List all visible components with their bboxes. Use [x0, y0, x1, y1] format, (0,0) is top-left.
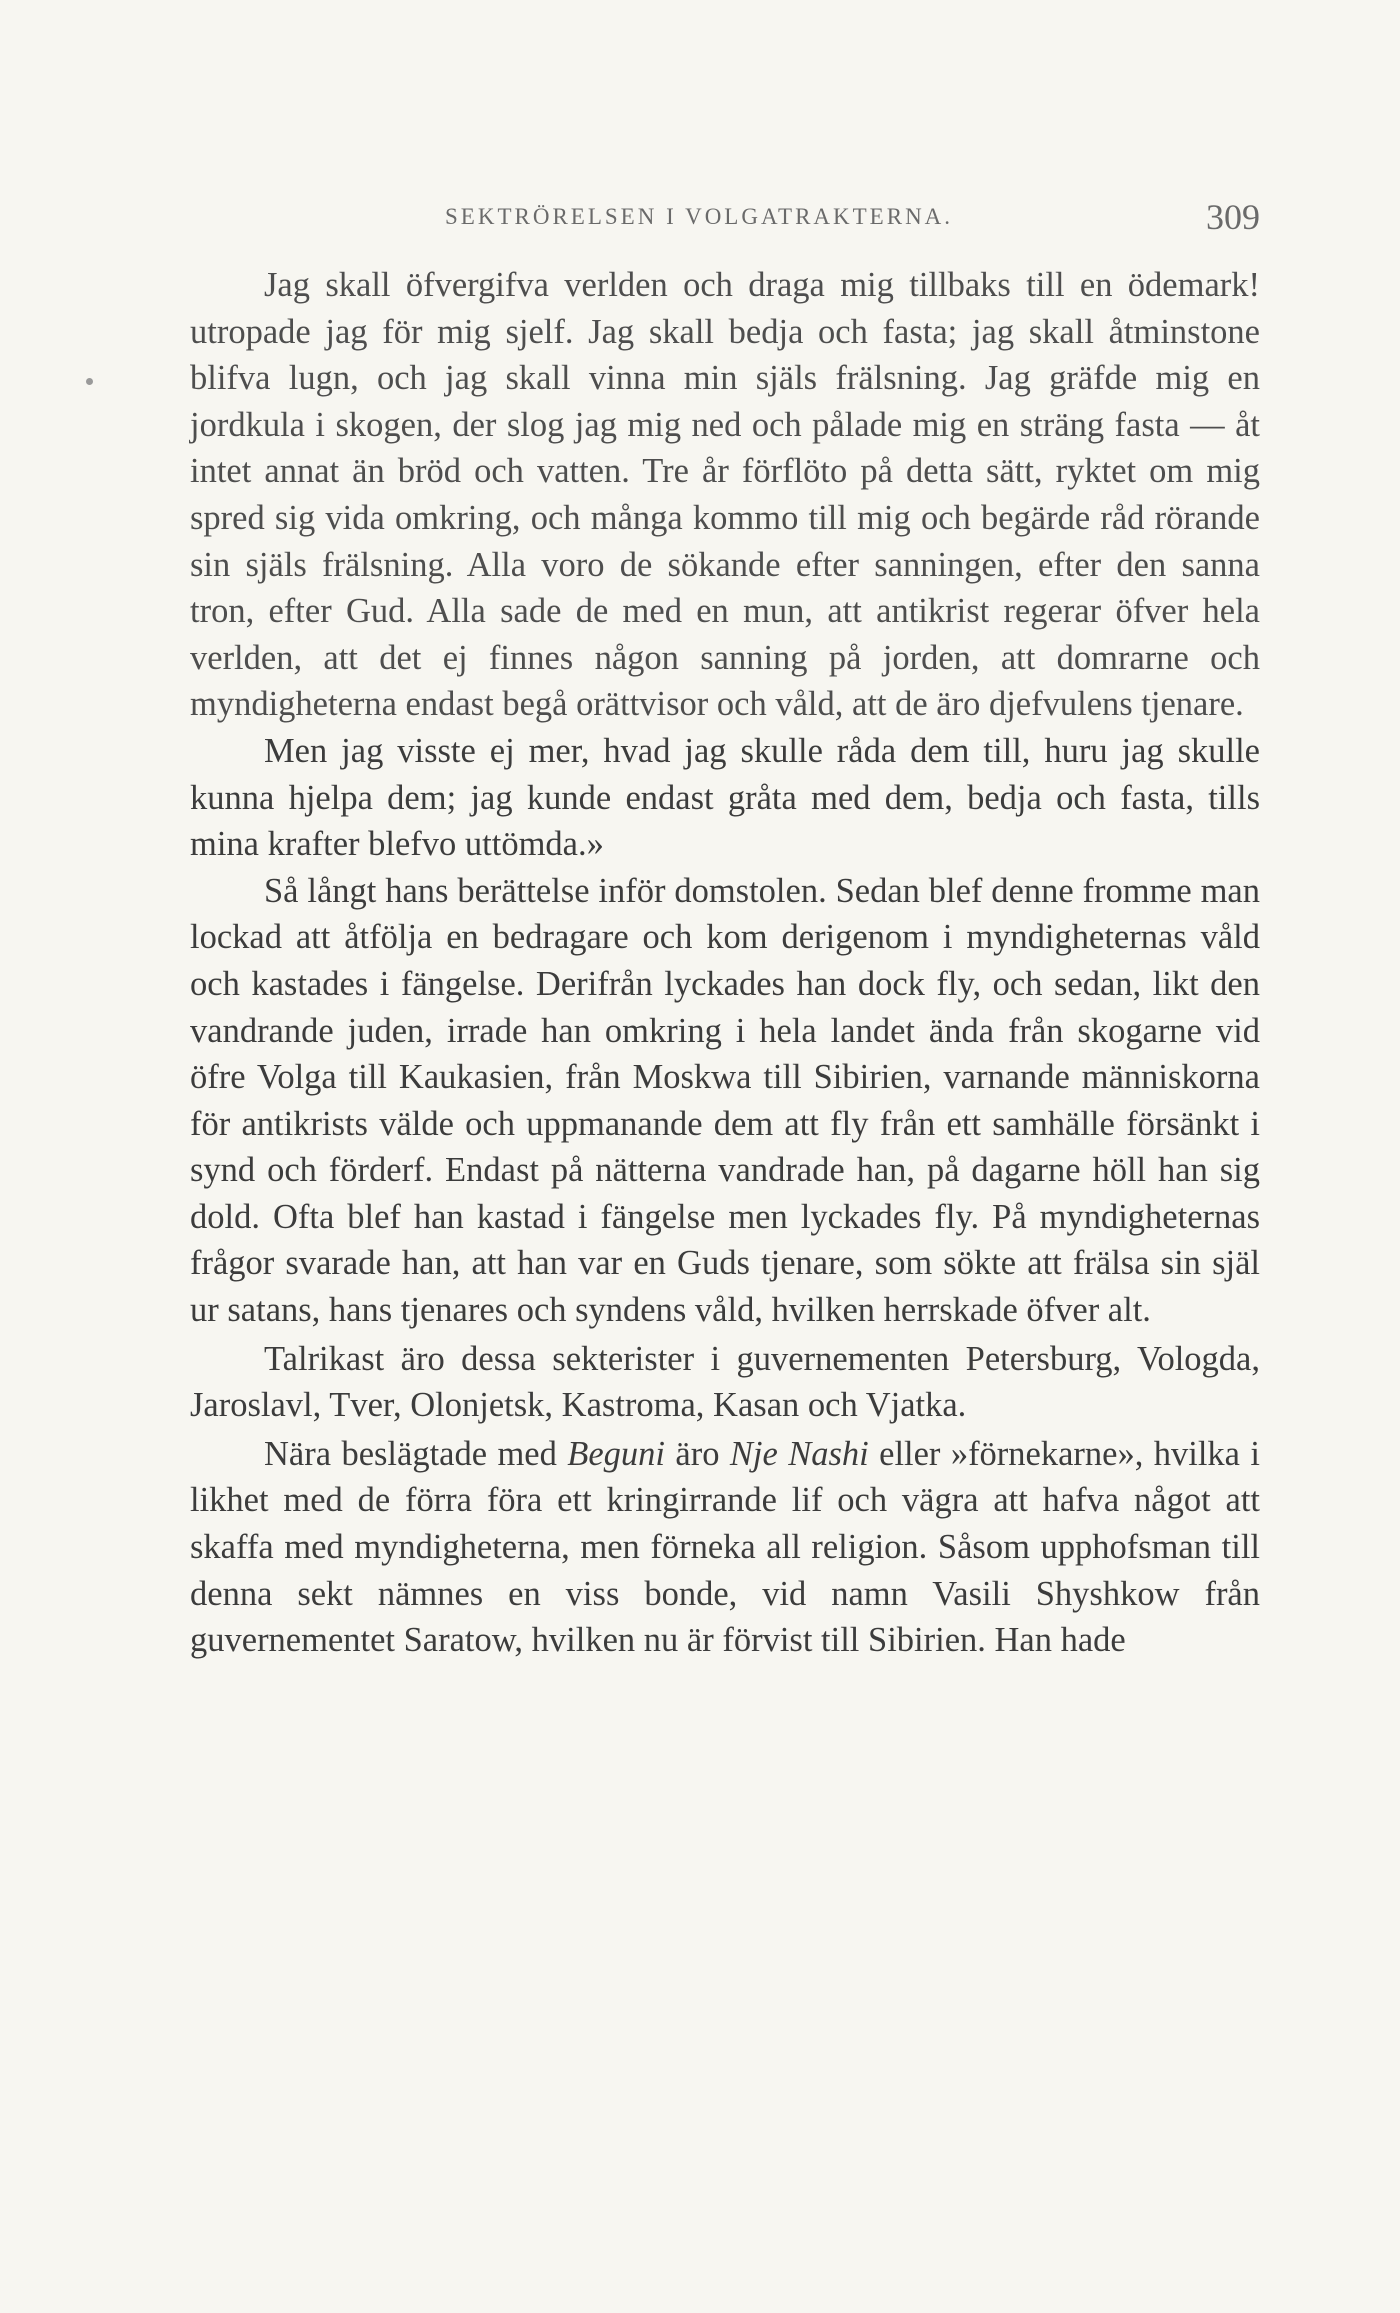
- paragraph-5-text-b: äro: [665, 1434, 730, 1473]
- body-text: [190, 262, 1260, 1664]
- paragraph-3: Så långt hans berättelse inför domstolen. Sedan blef denne fromme man lockad att åtfölja en bedragare och kom derigenom i myndigheternas våld och kastades i fängelse. Derifrån lyckades han dock fly, och sedan, likt den vandrande juden, irrade han omkring i hela landet ända från skogarne vid öfre Volga till Kaukasien, från Moskwa till Sibirien, varnande människorna för antikrists välde och uppmanande dem att fly från ett samhälle försänkt i synd och förderf. Endast på nätterna vandrade han, på dagarne höll han sig dold. Ofta blef han kastad i fängelse men lyckades fly. På myndigheternas frågor svarade han, att han var en Guds tjenare, som sökte att frälsa sin själ ur satans, hans tjenares och syndens våld, hvilken herrskade öfver alt.: [190, 871, 1260, 1330]
- paragraph-2: Men jag visste ej mer, hvad jag skulle råda dem till, huru jag skulle kunna hjelpa dem; jag kunde endast gråta med dem, bedja och fasta, tills mina krafter blefvo uttömda.»: [190, 731, 1260, 864]
- running-head: [190, 197, 1260, 240]
- paragraph-5-text-a: Nära beslägtade med: [264, 1434, 568, 1473]
- term-nje-nashi: Nje Nashi: [729, 1434, 869, 1473]
- term-beguni: Beguni: [567, 1434, 665, 1473]
- paragraph-1: Jag skall öfvergifva verlden och draga mig tillbaks till en ödemark! utropade jag för mig sjelf. Jag skall bedja och fasta; jag skall åtminstone blifva lugn, och jag skall vinna min själs frälsning. Jag gräfde mig en jordkula i skogen, der slog jag mig ned och pålade mig en sträng fasta — åt intet annat än bröd och vatten. Tre år förflöto på detta sätt, ryktet om mig spred sig vida omkring, och många kommo till mig och begärde råd rörande sin själs frälsning. Alla voro de sökande efter sanningen, efter den sanna tron, efter Gud. Alla sade de med en mun, att antikrist regerar öfver hela verlden, att det ej finnes någon sanning på jorden, att domrarne och myndigheterna endast begå orättvisor och våld, att de äro djefvulens tjenare.: [190, 266, 1260, 724]
- paragraph-4: Talrikast äro dessa sekterister i guvernementen Petersburg, Vologda, Jaroslavl, Tver, Olonjetsk, Kastroma, Kasan och Vjatka.: [190, 1339, 1260, 1425]
- running-head-title: SEKTRÖRELSEN I VOLGATRAKTERNA.: [445, 204, 954, 229]
- paragraph-5-text-c: eller »förnekarne», hvilka i likhet med de förra föra ett kringirrande lif och vägra att hafva något att skaffa med myndigheterna, men förneka all religion. Såsom upphofsman till denna sekt nämnes en viss bonde, vid namn Vasili Shyshkow från guvernementet Saratow, hvilken nu är förvist till Sibirien. Han hade: [190, 1434, 1260, 1660]
- margin-speck: [86, 378, 93, 385]
- page-number: 309: [1206, 197, 1260, 237]
- paragraph-5: [190, 1431, 1260, 1664]
